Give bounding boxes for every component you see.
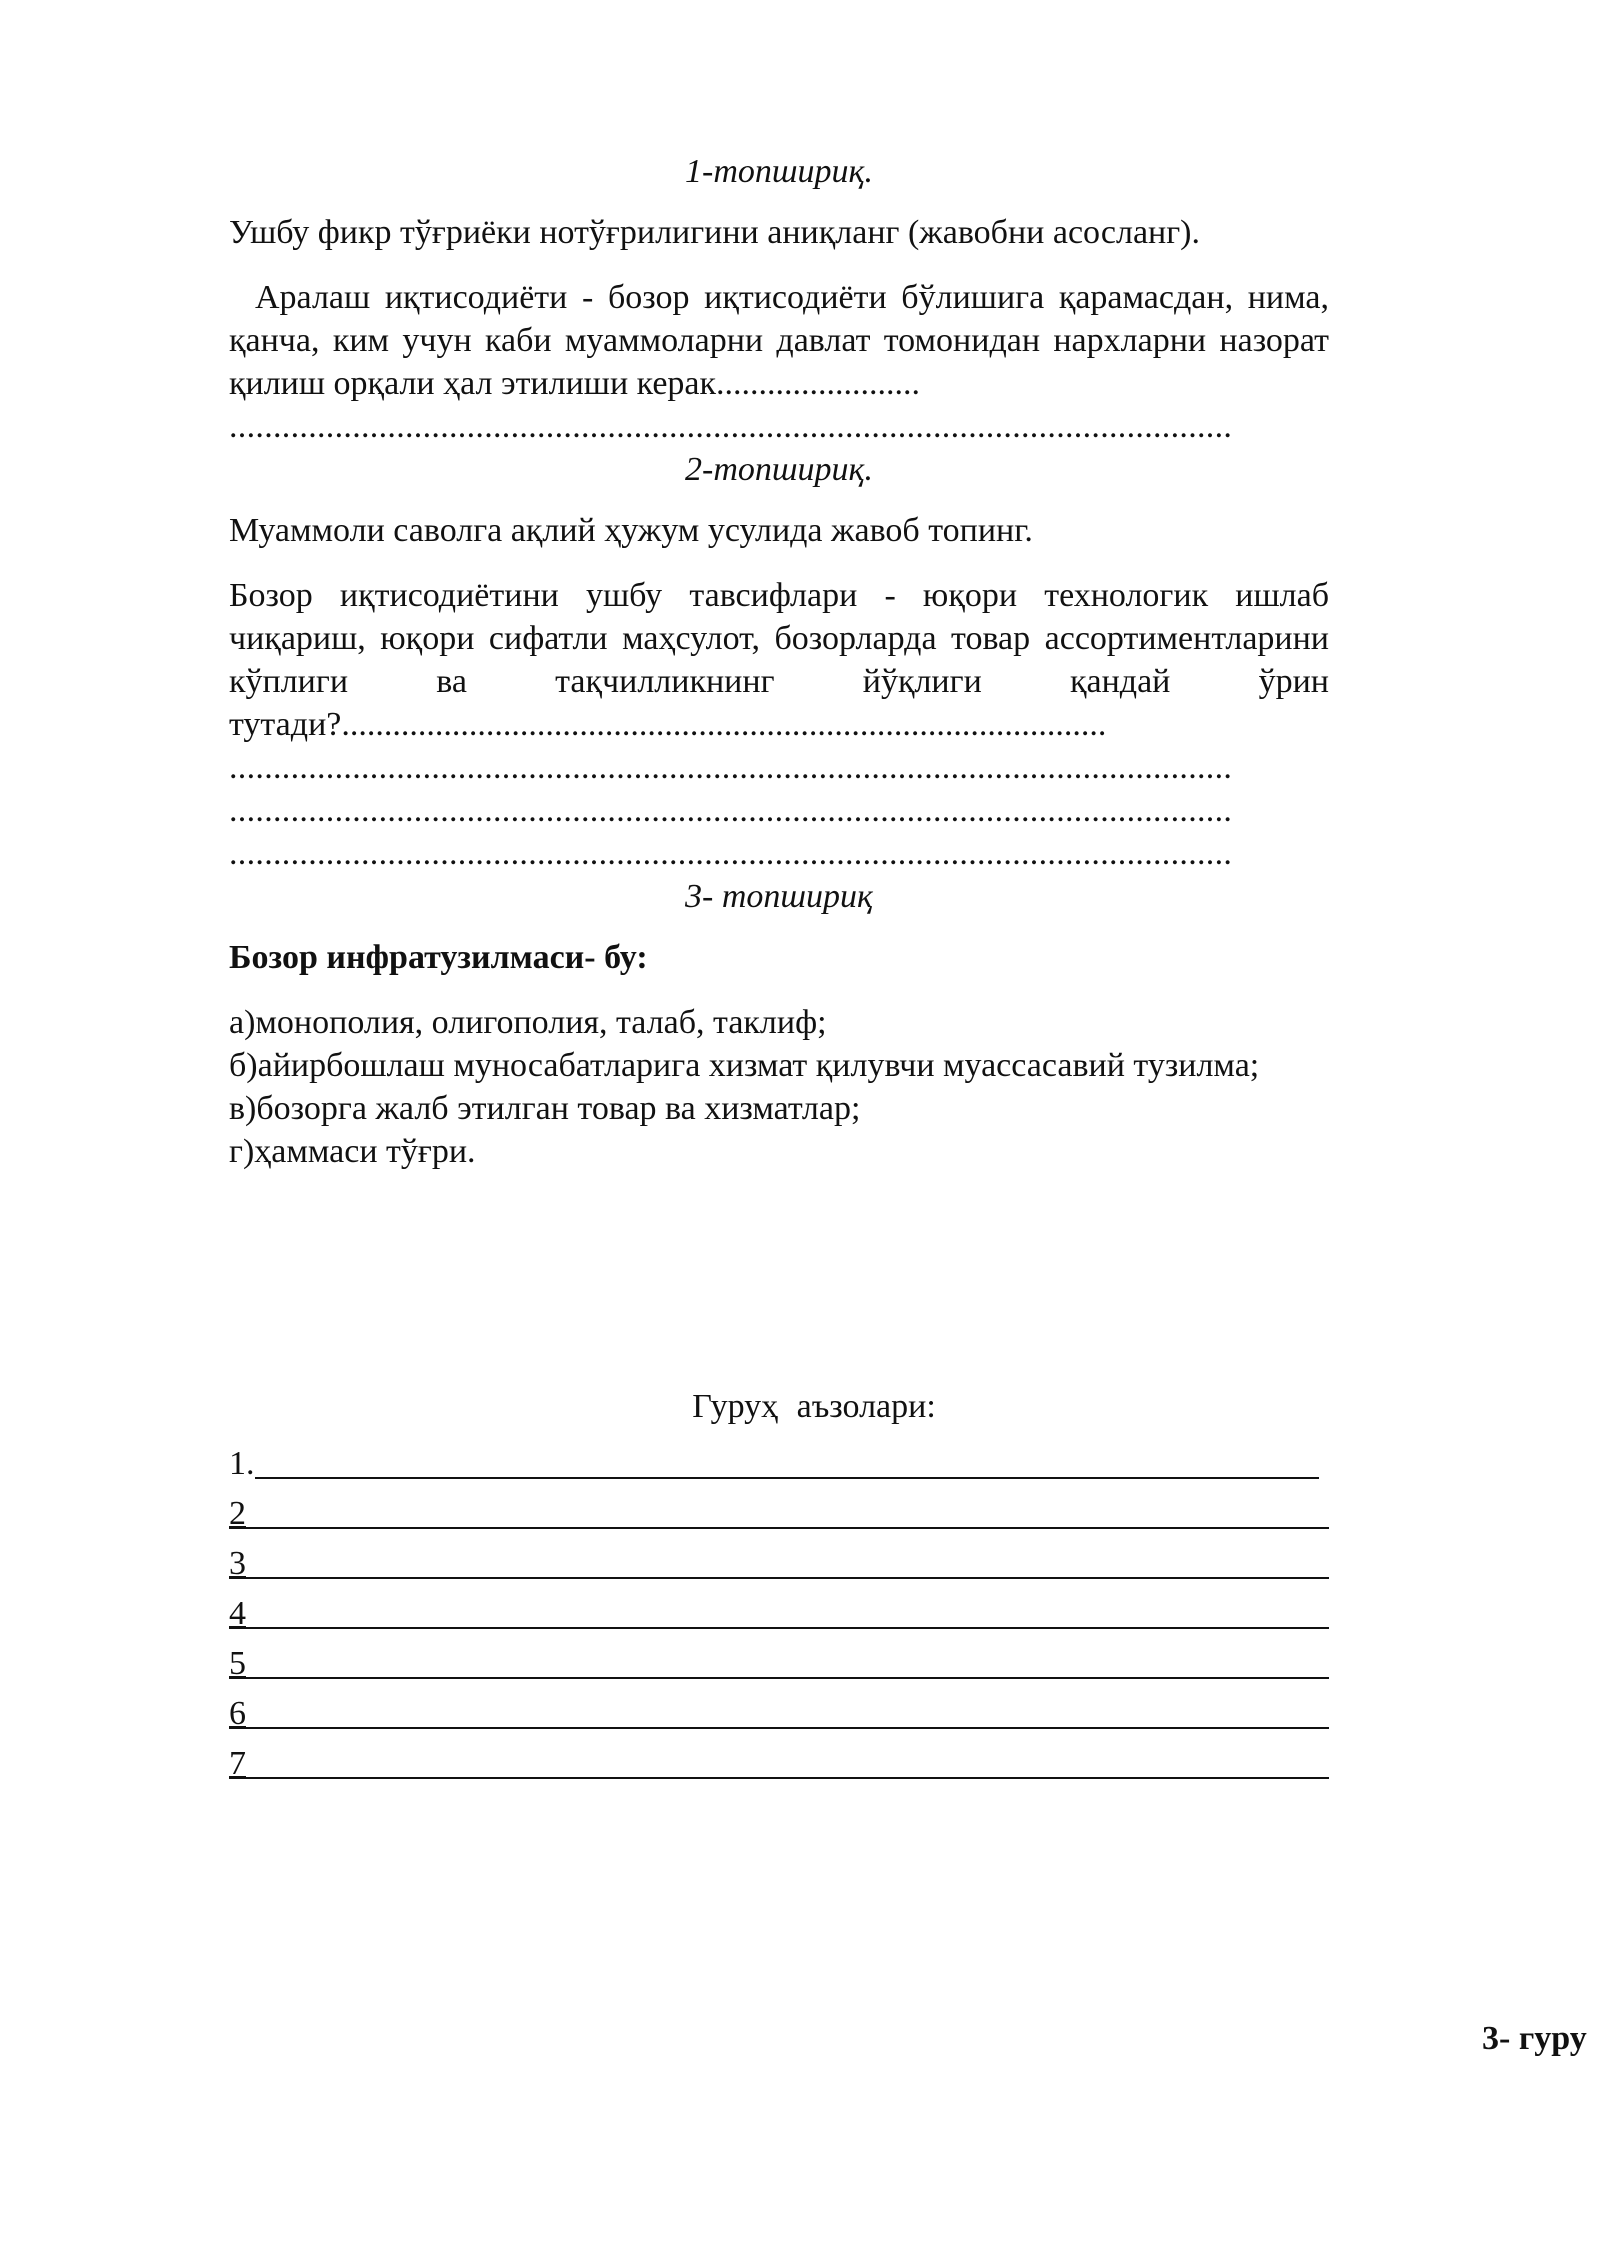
member-number: 1. xyxy=(229,1445,255,1482)
task2-instruction: Муаммоли саволга ақлий ҳужум усулида жавоб топинг. xyxy=(229,512,1033,549)
task2-question: Бозор иқтисодиётини ушбу тавсифлари - юқори технологик ишлаб чиқариш, юқори сифатли маҳсулот, бозорларда товар ассортиментларини кўплиги ва тақчилликнинг йўқлиги қандай ўрин тутади?.......................................................................................... xyxy=(229,577,1329,743)
task1-instruction: Ушбу фикр тўғриёки нотўғрилигини аниқланг (жавобни асосланг). xyxy=(229,214,1201,251)
member-number: 3 xyxy=(229,1545,246,1582)
member-number: 4 xyxy=(229,1595,246,1632)
task3-option-d: г)ҳаммаси тўғри. xyxy=(229,1133,476,1170)
member-blank-line[interactable] xyxy=(246,1741,1329,1779)
member-number: 6 xyxy=(229,1695,246,1732)
member-blank-line[interactable] xyxy=(255,1441,1320,1479)
member-blank-line[interactable] xyxy=(246,1491,1329,1529)
task3-option-a: а)монополия, олигополия, талаб, таклиф; xyxy=(229,1004,827,1041)
tasks-section xyxy=(229,150,1329,1173)
member-number: 2 xyxy=(229,1495,246,1532)
task3-option-c: в)бозорга жалб этилган товар ва хизматлар; xyxy=(229,1090,861,1127)
member-blank-line[interactable] xyxy=(246,1691,1329,1729)
member-row-3 xyxy=(229,1534,1329,1584)
member-row-1 xyxy=(229,1434,1329,1484)
task3-option-b: б)айирбошлаш муносабатларига хизмат қилувчи муассасавий тузилма; xyxy=(229,1047,1260,1084)
task2-answer-line-1: .................................................................................................................. xyxy=(229,749,1233,786)
task1-statement: Аралаш иқтисодиёти - бозор иқтисодиёти бўлишига қарамасдан, нима, қанча, ким учун каби муаммоларни давлат томонидан нархларни назорат қилиш орқали ҳал этилиши керак........................ xyxy=(229,279,1329,402)
member-blank-line[interactable] xyxy=(246,1541,1329,1579)
task2-title: 2-топшириқ. xyxy=(685,451,873,488)
member-row-6 xyxy=(229,1684,1329,1734)
member-row-4 xyxy=(229,1584,1329,1634)
footer-group-label: 3- гуру xyxy=(1482,2020,1587,2057)
task1-answer-line-1: .................................................................................................................. xyxy=(229,408,1233,445)
task3-title: 3- топшириқ xyxy=(685,878,873,915)
group-members-title: Гуруҳ аъзолари: xyxy=(692,1388,936,1425)
task1-title: 1-топшириқ. xyxy=(685,153,873,190)
member-number: 5 xyxy=(229,1645,246,1682)
member-row-7 xyxy=(229,1734,1329,1784)
member-row-5 xyxy=(229,1634,1329,1684)
member-number: 7 xyxy=(229,1745,246,1782)
task2-answer-line-2: .................................................................................................................. xyxy=(229,792,1233,829)
task2-answer-line-3: .................................................................................................................. xyxy=(229,835,1233,872)
member-blank-line[interactable] xyxy=(246,1641,1329,1679)
member-row-2 xyxy=(229,1484,1329,1534)
group-members-section xyxy=(229,1385,1329,1784)
member-blank-line[interactable] xyxy=(246,1591,1329,1629)
task3-question: Бозор инфратузилмаси- бу: xyxy=(229,939,648,976)
